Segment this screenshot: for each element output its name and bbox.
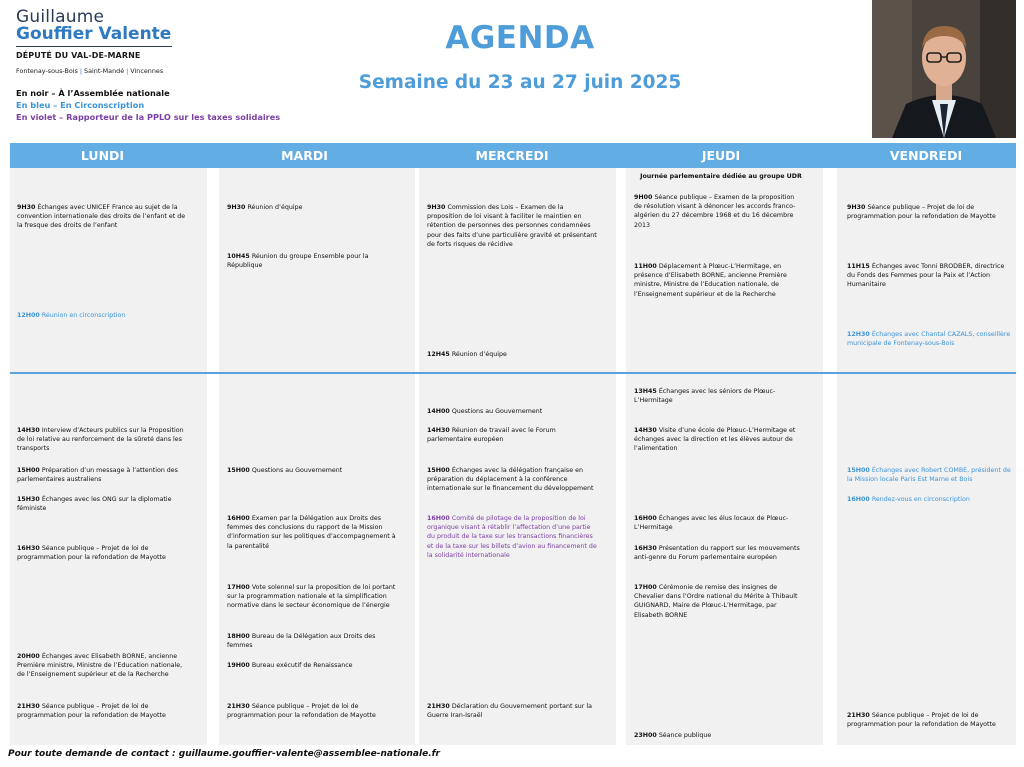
legend-violet: En violet – Rapporteur de la PPLO sur les taxes solidaires xyxy=(16,112,281,122)
column-mercredi xyxy=(419,168,616,745)
event-vendredi-2: 11H15 Échanges avec Tonni BRODBER, directrice du Fonds des Femmes pour la Paix et l’Action Humanitaire xyxy=(847,263,1005,289)
event-jeudi-4: 14H30 Visite d’une école de Plœuc-L’Hermitage et échanges avec la direction et les élèves autour de l’alimentation xyxy=(634,427,796,453)
event-mardi-3: 15H00 Questions au Gouvernement xyxy=(227,467,343,474)
deputy-towns xyxy=(16,67,163,75)
deputy-role: DÉPUTÉ DU VAL-DE-MARNE xyxy=(16,51,141,60)
jeudi-day-note: Journée parlementaire dédiée au groupe UDR xyxy=(640,173,802,180)
event-lundi-5: 15H30 Échanges avec les ONG sur la diplomatie féministe xyxy=(17,496,172,513)
event-jeudi-6: 16H30 Présentation du rapport sur les mouvements anti-genre du Forum parlementaire européen xyxy=(634,545,800,562)
event-mardi-2: 10H45 Réunion du groupe Ensemble pour la République xyxy=(227,253,369,270)
day-header-mardi: MARDI xyxy=(281,148,328,163)
event-vendredi-6: 21H30 Séance publique – Projet de loi de programmation pour la refondation de Mayotte xyxy=(847,712,996,729)
page-title: AGENDA xyxy=(445,20,595,56)
event-jeudi-5: 16H00 Échanges avec les élus locaux de Plœuc-L’Hermitage xyxy=(634,515,789,532)
event-mercredi-4: 14H30 Réunion de travail avec le Forum parlementaire européen xyxy=(427,427,556,444)
event-jeudi-1: 9H00 Séance publique – Examen de la proposition de résolution visant à dénoncer les accords franco-algérien du 27 décembre 1968 et du 16 décembre 2013 xyxy=(634,194,796,229)
town-3: Vincennes xyxy=(130,67,164,75)
event-mercredi-5: 15H00 Échanges avec la délégation française en préparation du déplacement à la conférence internationale sur le financement du développement xyxy=(427,467,594,493)
deputy-first-name: Guillaume xyxy=(16,7,105,27)
header-divider xyxy=(16,46,172,47)
event-lundi-8: 21H30 Séance publique – Projet de loi de programmation pour la refondation de Mayotte xyxy=(17,703,166,720)
event-mardi-4: 16H00 Examen par la Délégation aux Droits des femmes des conclusions du rapport de la Mission d’information sur les politiques d’accompagnement à la parentalité xyxy=(227,515,396,550)
event-jeudi-3: 13H45 Échanges avec les séniors de Plœuc-L’Hermitage xyxy=(634,388,776,405)
legend-blue: En bleu – En Circonscription xyxy=(16,100,145,110)
afternoon-divider xyxy=(10,372,1016,374)
day-header-mercredi: MERCREDI xyxy=(475,148,549,163)
event-vendredi-5: 16H00 Rendez-vous en circonscription xyxy=(847,496,970,503)
event-lundi-7: 20H00 Échanges avec Elisabeth BORNE, ancienne Première ministre, Ministre de l’Education nationale, de l’Enseignement supérieur et de la Recherche xyxy=(17,653,183,679)
event-mardi-8: 21H30 Séance publique – Projet de loi de programmation pour la refondation de Mayotte xyxy=(227,703,376,720)
day-header-vendredi: VENDREDI xyxy=(889,148,963,163)
event-mercredi-6: 16H00 Comité de pilotage de la proposition de loi organique visant à rétablir l’affectation d’une partie du produit de la taxe sur les transactions financières et de la taxe sur les billets d’avion au financement de la solidarité internationale xyxy=(427,515,597,559)
event-mercredi-2: 12H45 Réunion d’équipe xyxy=(427,351,507,358)
event-jeudi-8: 23H00 Séance publique xyxy=(634,732,712,739)
event-jeudi-2: 11H00 Déplacement à Plœuc-L’Hermitage, en présence d’Elisabeth BORNE, ancienne Première ministre, Ministre de l’Education nationale, de l’Enseignement supérieur et de la Recherche xyxy=(634,263,787,298)
deputy-portrait xyxy=(872,0,1016,138)
event-mercredi-7: 21H30 Déclaration du Gouvernement portant sur la Guerre Iran-Israël xyxy=(427,703,592,720)
column-vendredi xyxy=(837,168,1016,745)
town-2: Saint-Mandé xyxy=(84,67,125,75)
event-mercredi-3: 14H00 Questions au Gouvernement xyxy=(427,408,543,415)
day-header-lundi: LUNDI xyxy=(80,148,125,163)
legend-black: En noir – À l’Assemblée nationale xyxy=(16,88,170,98)
page-subtitle: Semaine du 23 au 27 juin 2025 xyxy=(358,72,682,93)
event-vendredi-4: 15H00 Échanges avec Robert COMBE, président de la Mission locale Paris Est Marne et Bois xyxy=(847,467,1011,484)
event-mercredi-1: 9H30 Commission des Lois – Examen de la proposition de loi visant à faciliter le maintien en rétention de personnes des personnes condamnées pour des faits d’une particulière gravité et présentant de forts risques de récidive xyxy=(427,204,597,248)
day-header-jeudi: JEUDI xyxy=(701,148,741,163)
event-mardi-6: 18H00 Bureau de la Délégation aux Droits des femmes xyxy=(227,633,376,650)
column-jeudi xyxy=(626,168,823,745)
town-1: Fontenay-sous-Bois xyxy=(16,67,78,75)
event-lundi-1: 9H30 Échanges avec UNICEF France au sujet de la convention internationale des droits de l’enfant et de la fresque des droits de l’enfant xyxy=(17,204,186,230)
event-mardi-7: 19H00 Bureau exécutif de Renaissance xyxy=(227,662,353,669)
town-separator: | xyxy=(79,67,83,75)
contact-footer: Pour toute demande de contact : guillaume.gouffier-valente@assemblee-nationale.fr xyxy=(8,749,440,759)
event-jeudi-7: 17H00 Cérémonie de remise des insignes de Chevalier dans l’Ordre national du Mérite à Thibault GUIGNARD, Maire de Plœuc-L’Hermitage, par Elisabeth BORNE xyxy=(634,584,798,619)
event-lundi-6: 16H30 Séance publique – Projet de loi de programmation pour la refondation de Mayotte xyxy=(17,545,166,562)
portrait-illustration xyxy=(872,0,1016,138)
event-vendredi-3: 12H30 Échanges avec Chantal CAZALS, conseillère municipale de Fontenay-sous-Bois xyxy=(847,331,1011,348)
deputy-last-name: Gouffier Valente xyxy=(16,24,172,44)
event-lundi-2: 12H00 Réunion en circonscription xyxy=(17,312,126,319)
event-vendredi-1: 9H30 Séance publique – Projet de loi de programmation pour la refondation de Mayotte xyxy=(847,204,996,221)
event-mardi-5: 17H00 Vote solennel sur la proposition de loi portant sur la programmation nationale et la simplification normative dans le secteur économique de l’énergie xyxy=(227,584,396,610)
event-lundi-3: 14H30 Interview d’Acteurs publics sur la Proposition de loi relative au renforcement de la sûreté dans les transports xyxy=(17,427,184,453)
event-lundi-4: 15H00 Préparation d’un message à l’attention des parlementaires australiens xyxy=(17,467,178,484)
town-separator: | xyxy=(126,67,129,75)
event-mardi-1: 9H30 Réunion d’équipe xyxy=(227,204,303,211)
